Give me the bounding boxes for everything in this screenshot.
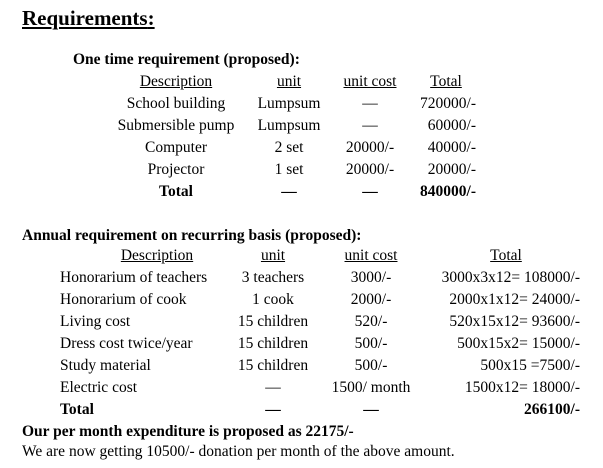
table-row — [0, 335, 603, 357]
annual-header-row — [0, 247, 603, 269]
annual-header-unit-cost: unit cost — [344, 247, 398, 264]
annual-total-row — [0, 401, 603, 423]
row-total: 500x15 =7500/- — [480, 357, 580, 374]
one-time-header-description: Description — [139, 73, 213, 90]
table-row — [0, 95, 603, 117]
row-description: Projector — [147, 161, 205, 178]
total-value: 266100/- — [524, 401, 580, 418]
row-unit: 3 teachers — [241, 269, 305, 286]
row-total: 2000x1x12= 24000/- — [449, 291, 580, 308]
row-description: Honorarium of cook — [60, 291, 187, 308]
row-unit-cost: 1500/ month — [331, 379, 411, 396]
row-unit: Lumpsum — [257, 117, 321, 134]
table-row — [0, 117, 603, 139]
row-description: Living cost — [60, 313, 131, 330]
row-unit-cost: 3000/- — [350, 269, 392, 286]
row-unit-cost: 2000/- — [350, 291, 392, 308]
row-unit-cost: 500/- — [354, 357, 388, 374]
row-description: Computer — [145, 139, 207, 156]
row-total: 20000/- — [427, 161, 476, 178]
total-unit-cost: — — [363, 401, 379, 418]
row-unit: 1 set — [274, 161, 304, 178]
row-unit: 2 set — [274, 139, 304, 156]
total-label: Total — [60, 401, 94, 418]
total-unit: — — [265, 401, 281, 418]
row-unit: 15 children — [237, 313, 309, 330]
monthly-expenditure-statement: Our per month expenditure is proposed as 22175/- — [22, 423, 354, 440]
one-time-header-row — [0, 73, 603, 95]
row-total: 520x15x12= 93600/- — [449, 313, 580, 330]
row-unit-cost: — — [362, 117, 378, 134]
total-value: 840000/- — [420, 183, 476, 200]
annual-header-total: Total — [490, 247, 522, 264]
row-unit: 1 cook — [252, 291, 294, 308]
total-unit: — — [281, 183, 297, 200]
row-total: 720000/- — [420, 95, 476, 112]
row-unit: Lumpsum — [257, 95, 321, 112]
table-row — [0, 291, 603, 313]
row-total: 3000x3x12= 108000/- — [441, 269, 580, 286]
row-description: Submersible pump — [117, 117, 235, 134]
row-unit-cost: — — [362, 95, 378, 112]
row-total: 40000/- — [427, 139, 476, 156]
row-unit-cost: 20000/- — [345, 161, 395, 178]
row-unit-cost: 520/- — [354, 313, 388, 330]
table-row — [0, 269, 603, 291]
annual-header-unit: unit — [260, 247, 286, 264]
table-row — [0, 357, 603, 379]
row-description: School building — [126, 95, 226, 112]
table-row — [0, 379, 603, 401]
table-row — [0, 161, 603, 183]
row-unit: 15 children — [237, 335, 309, 352]
row-unit: 15 children — [237, 357, 309, 374]
one-time-total-row — [0, 183, 603, 205]
page-title: Requirements: — [22, 6, 155, 30]
table-row — [0, 139, 603, 161]
total-unit-cost: — — [362, 183, 378, 200]
row-unit-cost: 20000/- — [345, 139, 395, 156]
row-unit: — — [265, 379, 281, 396]
row-description: Dress cost twice/year — [60, 335, 193, 352]
row-total: 1500x12= 18000/- — [464, 379, 580, 396]
one-time-title: One time requirement (proposed): — [73, 51, 300, 68]
annual-header-description: Description — [120, 247, 194, 264]
row-total: 60000/- — [427, 117, 476, 134]
donation-statement: We are now getting 10500/- donation per month of the above amount. — [22, 443, 455, 460]
annual-title: Annual requirement on recurring basis (proposed): — [22, 227, 362, 244]
row-unit-cost: 500/- — [354, 335, 388, 352]
one-time-header-total: Total — [430, 73, 462, 90]
one-time-header-unit-cost: unit cost — [343, 73, 397, 90]
row-total: 500x15x2= 15000/- — [457, 335, 580, 352]
total-label: Total — [159, 183, 193, 200]
table-row — [0, 313, 603, 335]
row-description: Study material — [60, 357, 151, 374]
row-description: Honorarium of teachers — [60, 269, 208, 286]
one-time-header-unit: unit — [276, 73, 302, 90]
row-description: Electric cost — [60, 379, 138, 396]
